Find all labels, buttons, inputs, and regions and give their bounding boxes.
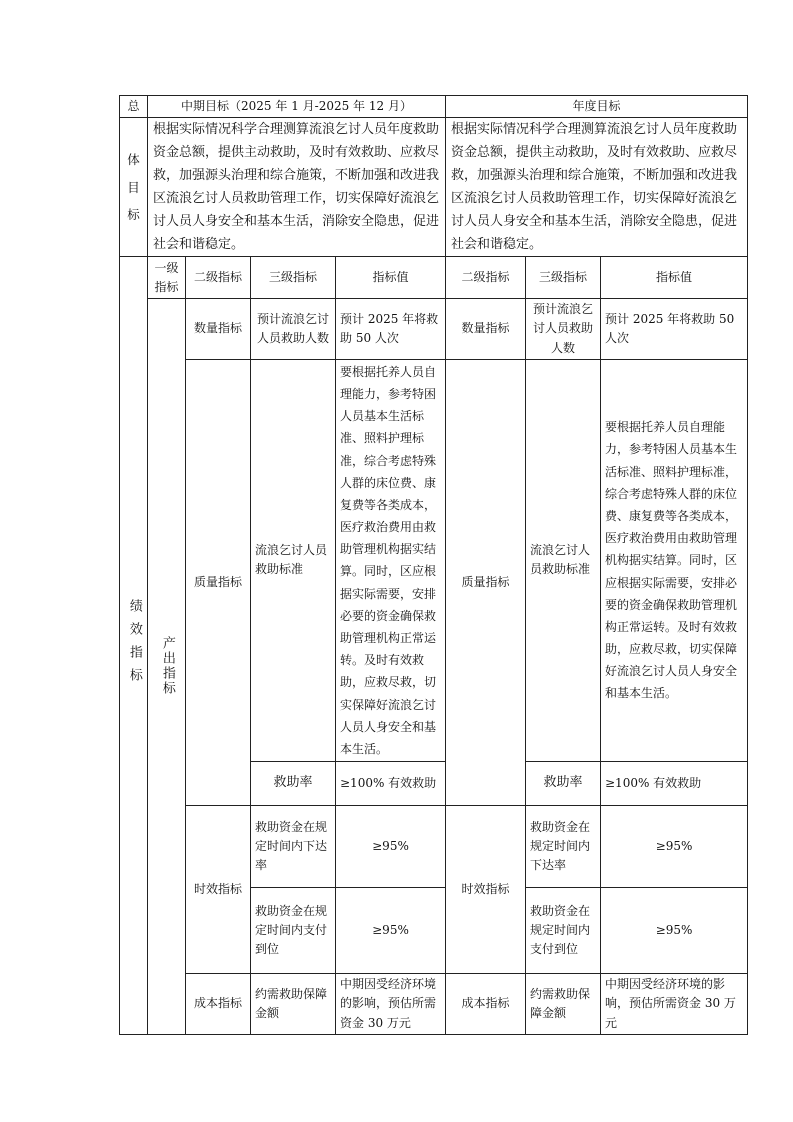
annual-quality-label: 质量指标 — [446, 359, 526, 805]
mid-quantity-value: 预计 2025 年将救助 50 人次 — [336, 299, 446, 360]
mid-timeliness-value2: ≥95% — [336, 888, 446, 974]
performance-indicator-label: 绩效指标 — [120, 257, 148, 1035]
annual-timeliness-value2: ≥95% — [601, 888, 748, 974]
mid-cost-value: 中期因受经济环境的影响，预估所需资金 30 万元 — [336, 974, 446, 1035]
annual-timeliness-label: 时效指标 — [446, 806, 526, 974]
mid-quantity-label: 数量指标 — [186, 299, 251, 360]
overall-label-char: 目 — [127, 179, 140, 195]
mid-rescue-rate-label: 救助率 — [251, 762, 336, 806]
mid-rescue-rate-value: ≥100% 有效救助 — [336, 762, 446, 806]
annual-rescue-rate-label: 救助率 — [526, 762, 601, 806]
mid-term-header: 中期目标（2025 年 1 月-2025 年 12 月） — [148, 96, 446, 118]
mid-quality-label: 质量指标 — [186, 359, 251, 805]
annual-level2-header: 二级指标 — [446, 257, 526, 299]
mid-value-header: 指标值 — [336, 257, 446, 299]
annual-cost-label: 成本指标 — [446, 974, 526, 1035]
mid-level2-header: 二级指标 — [186, 257, 251, 299]
mid-quality-l3: 流浪乞讨人员救助标准 — [251, 359, 336, 761]
performance-target-table — [119, 95, 748, 1035]
level1-header: 一级指标 — [148, 257, 186, 299]
mid-quantity-l3: 预计流浪乞讨人员救助人数 — [251, 299, 336, 360]
annual-quantity-label: 数量指标 — [446, 299, 526, 360]
annual-quality-l3: 流浪乞讨人员救助标准 — [526, 359, 601, 761]
mid-timeliness-item2: 救助资金在规定时间内支付到位 — [251, 888, 336, 974]
mid-timeliness-value1: ≥95% — [336, 806, 446, 888]
mid-cost-l3: 约需救助保障金额 — [251, 974, 336, 1035]
annual-quality-value: 要根据托养人员自理能力，参考特困人员基本生活标准、照料护理标准，综合考虑特殊人群的床位费、康复费等各类成本，医疗救治费用由救助管理机构据实结算。同时，区应根据实际需要，安排必要的资金确保救助管理机构正常运转。及时有效救助，应救尽救，切实保障好流浪乞讨人员人身安全和基本生活。 — [601, 359, 748, 761]
overall-label-top: 总 — [120, 96, 148, 118]
annual-cost-value: 中期因受经济环境的影响，预估所需资金 30 万元 — [601, 974, 748, 1035]
mid-cost-label: 成本指标 — [186, 974, 251, 1035]
mid-timeliness-label: 时效指标 — [186, 806, 251, 974]
annual-timeliness-item1: 救助资金在规定时间内下达率 — [526, 806, 601, 888]
overall-goal-label — [120, 118, 148, 257]
output-indicator-label: 产出指标 — [148, 299, 186, 1035]
annual-cost-l3: 约需救助保障金额 — [526, 974, 601, 1035]
annual-goal-text: 根据实际情况科学合理测算流浪乞讨人员年度救助资金总额，提供主动救助，及时有效救助、应救尽救，加强源头治理和综合施策，不断加强和改进我区流浪乞讨人员救助管理工作，切实保障好流浪乞讨人员人身安全和基本生活，消除安全隐患，促进社会和谐稳定。 — [446, 118, 748, 257]
annual-timeliness-item2: 救助资金在规定时间内支付到位 — [526, 888, 601, 974]
annual-header: 年度目标 — [446, 96, 748, 118]
annual-quantity-l3: 预计流浪乞讨人员救助人数 — [526, 299, 601, 360]
overall-label-char: 体 — [127, 152, 140, 168]
annual-rescue-rate-value: ≥100% 有效救助 — [601, 762, 748, 806]
annual-timeliness-value1: ≥95% — [601, 806, 748, 888]
annual-quantity-value: 预计 2025 年将救助 50 人次 — [601, 299, 748, 360]
overall-label-char: 标 — [127, 206, 140, 222]
mid-level3-header: 三级指标 — [251, 257, 336, 299]
mid-quality-value: 要根据托养人员自理能力，参考特困人员基本生活标准、照料护理标准，综合考虑特殊人群的床位费、康复费等各类成本，医疗救治费用由救助管理机构据实结算。同时，区应根据实际需要，安排必要的资金确保救助管理机构正常运转。及时有效救助，应救尽救，切实保障好流浪乞讨人员人身安全和基本生活。 — [336, 359, 446, 761]
annual-level3-header: 三级指标 — [526, 257, 601, 299]
mid-timeliness-item1: 救助资金在规定时间内下达率 — [251, 806, 336, 888]
mid-term-goal-text: 根据实际情况科学合理测算流浪乞讨人员年度救助资金总额，提供主动救助，及时有效救助、应救尽救，加强源头治理和综合施策，不断加强和改进我区流浪乞讨人员救助管理工作，切实保障好流浪乞讨人员人身安全和基本生活，消除安全隐患，促进社会和谐稳定。 — [148, 118, 446, 257]
annual-value-header: 指标值 — [601, 257, 748, 299]
